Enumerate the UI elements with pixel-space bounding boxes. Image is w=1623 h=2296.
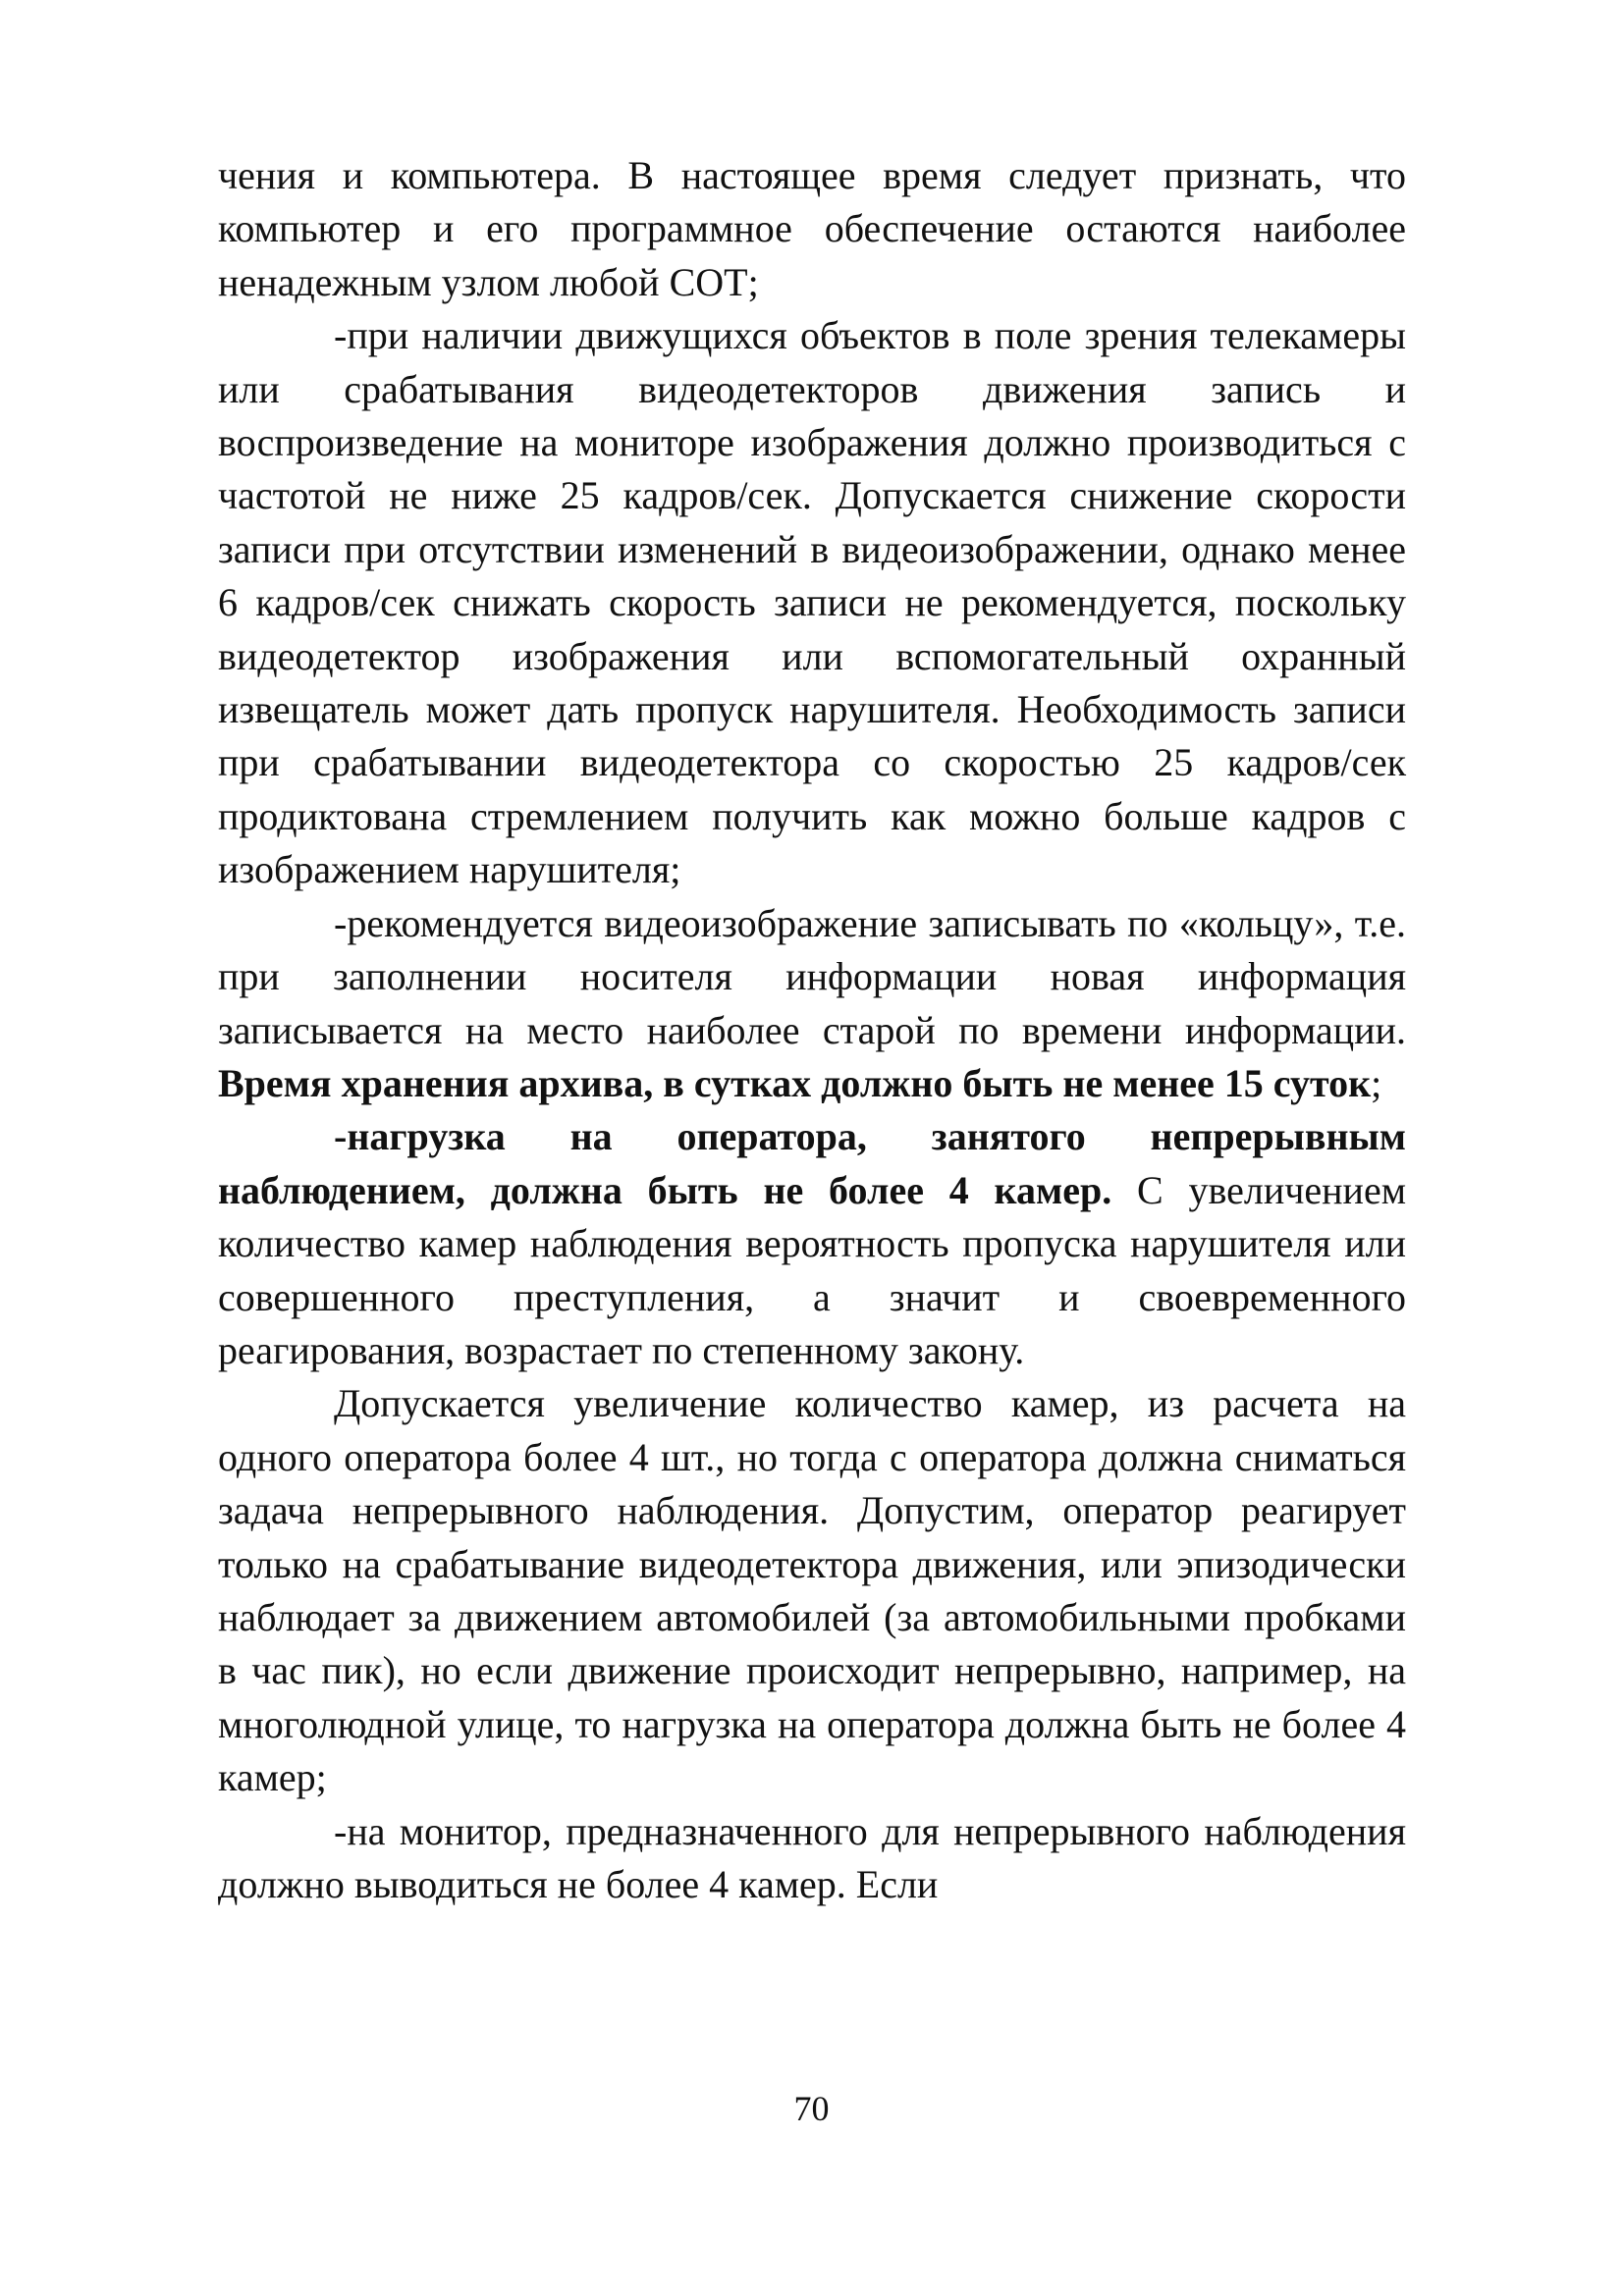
- paragraph-4-text: С увеличением количество камер наблюдения вероятность пропуска нарушителя или совершенного преступления, а значит и своевременного реагирования, возрастает по степенному закону.: [218, 1167, 1407, 1372]
- paragraph-2-text: -при наличии движущихся объектов в поле зрения телекамеры или срабатывания видеодетекторов движения запись и воспроизведение на мониторе изображения должно производиться с частотой не ниже 25 кадров/сек. Допускается снижение скорости записи при отсутствии изменений в видеоизображении, однако менее 6 кадров/сек снижать скорость записи не рекомендуется, поскольку видеодетектор изображения или вспомогательный охранный извещатель может дать пропуск нарушителя. Необходимость записи при срабатывании видеодетектора со скоростью 25 кадров/сек продиктована стремлением получить как можно больше кадров с изображением нарушителя;: [218, 313, 1406, 892]
- paragraph-1: [218, 149, 1406, 309]
- paragraph-3-bold-text: Время хранения архива, в сутках должно быть не менее 15 суток: [218, 1060, 1372, 1105]
- paragraph-5: [218, 1377, 1406, 1804]
- paragraph-3-end-text: ;: [1371, 1060, 1382, 1105]
- paragraph-3-text: -рекомендуется видеоизображение записывать по «кольцу», т.е. при заполнении носителя информации новая информация записывается на место наиболее старой по времени информации.: [218, 900, 1406, 1052]
- paragraph-4: [218, 1110, 1406, 1377]
- paragraph-6: [218, 1805, 1406, 1912]
- page-body: [218, 149, 1406, 1911]
- paragraph-6-text: -на монитор, предназначенного для непрерывного наблюдения должно выводиться не более 4 камер. Если: [218, 1808, 1406, 1906]
- paragraph-5-text: Допускается увеличение количество камер, из расчета на одного оператора более 4 шт., но тогда с оператора должна сниматься задача непрерывного наблюдения. Допустим, оператор реагирует только на срабатывание видеодетектора движения, или эпизодически наблюдает за движением автомобилей (за автомобильными пробками в час пик), но если движение происходит непрерывно, например, на многолюдной улице, то нагрузка на оператора должна быть не более 4 камер;: [218, 1381, 1406, 1800]
- paragraph-3: [218, 897, 1406, 1111]
- paragraph-2: [218, 309, 1406, 896]
- paragraph-1-text: чения и компьютера. В настоящее время следует признать, что компьютер и его программное обеспечение остаются наиболее ненадежным узлом любой СОТ;: [218, 153, 1406, 304]
- page-number: 70: [793, 2089, 830, 2128]
- paragraph-4-bold-text: -нагрузка на оператора, занятого непрерывным наблюдением, должна быть не более 4 камер.: [218, 1114, 1406, 1212]
